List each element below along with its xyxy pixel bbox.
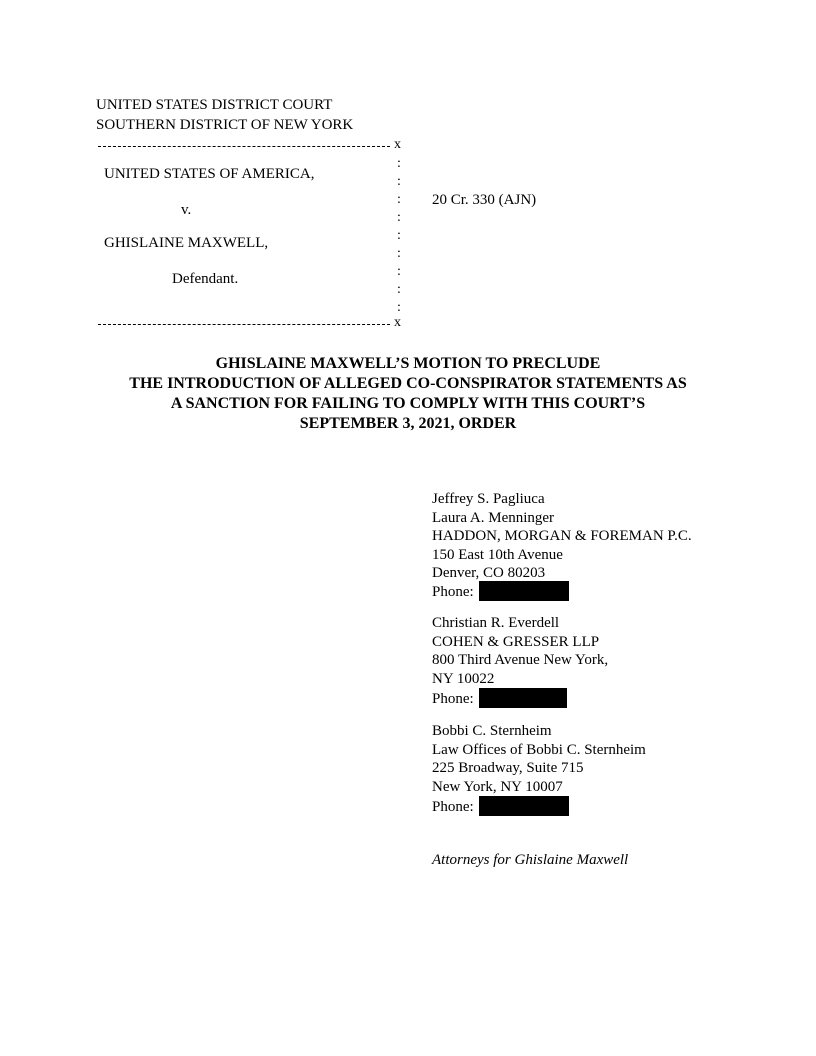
attorney-name: Jeffrey S. Pagliuca	[432, 491, 545, 507]
phone-row	[432, 796, 646, 817]
caption-versus: v.	[181, 202, 192, 218]
firm-name: HADDON, MORGAN & FOREMAN P.C.	[432, 528, 692, 544]
phone-row	[432, 688, 608, 709]
colon-mark: :	[397, 156, 401, 171]
redaction-box	[479, 796, 569, 816]
colon-mark: :	[397, 210, 401, 225]
firm-address: 800 Third Avenue New York,	[432, 652, 609, 668]
colon-mark: :	[397, 174, 401, 189]
motion-title-line-4: SEPTEMBER 3, 2021, ORDER	[299, 415, 517, 432]
firm-address: 150 East 10th Avenue	[432, 546, 563, 563]
redaction-box	[479, 581, 569, 601]
firm-city: New York, NY 10007	[432, 778, 563, 795]
colon-mark: :	[397, 300, 401, 315]
colon-mark: :	[397, 192, 401, 207]
phone-label: Phone:	[432, 691, 474, 707]
colon-mark: :	[397, 264, 401, 279]
caption-plaintiff: UNITED STATES OF AMERICA,	[104, 166, 315, 182]
colon-mark: :	[397, 246, 401, 261]
caption-defendant-role: Defendant.	[172, 271, 239, 287]
phone-row	[432, 583, 692, 602]
motion-title-line-2: THE INTRODUCTION OF ALLEGED CO-CONSPIRATOR STATEMENTS AS	[129, 375, 687, 392]
attorney-name: Bobbi C. Sternheim	[432, 723, 552, 739]
firm-name: COHEN & GRESSER LLP	[432, 633, 600, 650]
caption-top-x: x	[394, 137, 401, 152]
attorney-block-1	[432, 490, 692, 601]
court-name: UNITED STATES DISTRICT COURT	[96, 97, 333, 113]
caption-bottom-x: x	[394, 315, 401, 330]
firm-name: Law Offices of Bobbi C. Sternheim	[432, 741, 646, 758]
caption-top-rule	[98, 146, 390, 147]
firm-address: 225 Broadway, Suite 715	[432, 760, 584, 776]
phone-label: Phone:	[432, 799, 474, 815]
firm-city: Denver, CO 80203	[432, 565, 546, 581]
attorney-block-2	[432, 614, 608, 709]
caption-defendant: GHISLAINE MAXWELL,	[104, 235, 269, 251]
court-district: SOUTHERN DISTRICT OF NEW YORK	[96, 117, 354, 133]
redaction-box	[479, 688, 567, 708]
attorney-name: Laura A. Menninger	[432, 509, 555, 526]
case-number: 20 Cr. 330 (AJN)	[432, 192, 537, 208]
firm-city: NY 10022	[432, 670, 495, 687]
attorney-block-3	[432, 722, 646, 817]
colon-mark: :	[397, 228, 401, 243]
phone-label: Phone:	[432, 583, 474, 600]
motion-title-line-1: GHISLAINE MAXWELL’S MOTION TO PRECLUDE	[215, 355, 601, 372]
caption-bottom-rule	[98, 324, 390, 325]
motion-title-line-3: A SANCTION FOR FAILING TO COMPLY WITH THIS COURT’S	[170, 395, 646, 412]
colon-mark: :	[397, 282, 401, 297]
signature-role: Attorneys for Ghislaine Maxwell	[432, 852, 629, 868]
attorney-name: Christian R. Everdell	[432, 615, 560, 631]
